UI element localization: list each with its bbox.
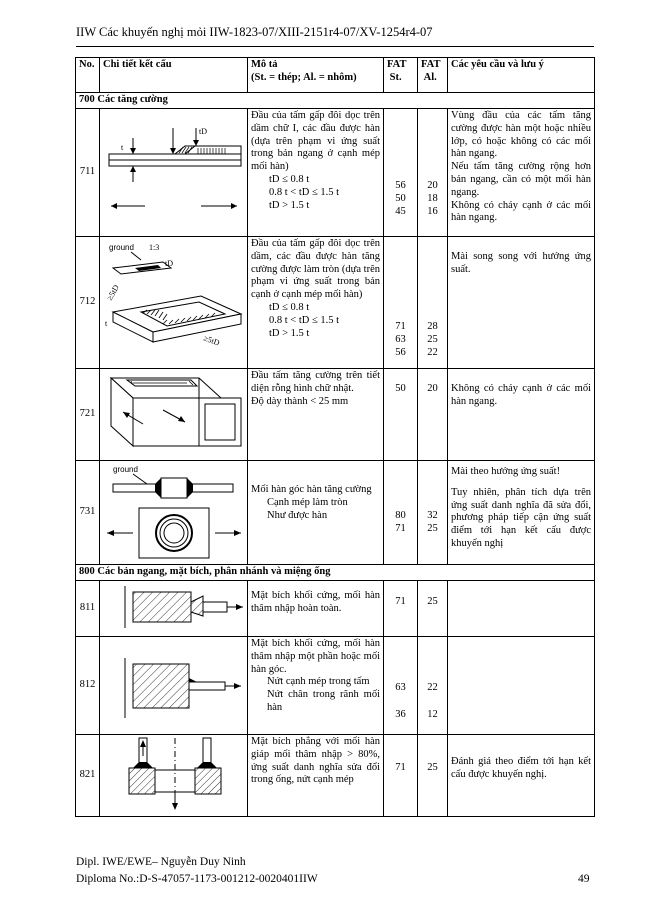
figure-711	[103, 110, 245, 230]
row-req: Không có cháy cạnh ở các mối hàn ngang.	[448, 369, 595, 461]
detail-figure	[100, 109, 248, 237]
col-detail: Chi tiết kết cấu	[100, 58, 248, 93]
row-desc: Mặt bích khối cứng, mối hàn thâm nhập một phần hoặc mối hàn góc. Nứt cạnh mép trong tấm Nứt chân trong rãnh mối hàn	[248, 637, 384, 735]
fat-table	[75, 57, 595, 817]
table-row-812	[76, 637, 595, 735]
detail-figure	[100, 735, 248, 817]
row-number: 731	[76, 461, 100, 565]
fig-label-td: tD	[165, 259, 173, 268]
table-row-721	[76, 369, 595, 461]
fat-st: 71	[384, 581, 418, 637]
fat-al: 32 25	[418, 461, 448, 565]
fig-label-t: t	[121, 143, 124, 152]
fat-st: 63 36	[384, 637, 418, 735]
row-desc: Mặt bích khối cứng, mối hàn thâm nhập hoàn toàn.	[248, 581, 384, 637]
table-row-712	[76, 237, 595, 369]
detail-figure	[100, 369, 248, 461]
footer-diploma: Diploma No.:D-S-47057-1173-001212-0020401IIW	[76, 873, 318, 885]
section-row-800: 800 Các bản ngang, mặt bích, phân nhánh và miệng ống	[76, 565, 595, 581]
row-desc: Đầu tấm tăng cường trên tiết diện rỗng hình chữ nhật. Độ dày thành < 25 mm	[248, 369, 384, 461]
detail-figure	[100, 237, 248, 369]
detail-figure	[100, 461, 248, 565]
footer-author: Dipl. IWE/EWE– Nguyễn Duy Ninh	[76, 856, 246, 868]
row-desc: Mối hàn góc hàn tăng cường Cạnh mép làm tròn Như được hàn	[248, 461, 384, 565]
col-fat-st: FAT St.	[384, 58, 418, 93]
page-header: IIW Các khuyến nghị mỏi IIW-1823-07/XIII-2151r4-07/XV-1254r4-07	[76, 25, 433, 39]
row-req: Mài song song với hướng ứng suất.	[448, 237, 595, 369]
fig-label-5td: ≥5tD	[104, 283, 121, 302]
fig-label-5td-2: ≥5tD	[202, 333, 221, 348]
fat-al: 25	[418, 581, 448, 637]
col-fat-al: FAT Al.	[418, 58, 448, 93]
fat-st: 56 50 45	[384, 109, 418, 237]
row-number: 812	[76, 637, 100, 735]
row-number: 721	[76, 369, 100, 461]
row-number: 712	[76, 237, 100, 369]
col-desc: Mô tả (St. = thép; Al. = nhôm)	[248, 58, 384, 93]
fat-al: 28 25 22	[418, 237, 448, 369]
figure-731	[103, 462, 245, 560]
row-req: Đánh giá theo điểm tới hạn kết cấu được khuyến nghị.	[448, 735, 595, 817]
page-number: 49	[578, 873, 590, 885]
table-row-811	[76, 581, 595, 637]
table-header-row	[76, 58, 595, 93]
row-req: Mài theo hướng ứng suất! Tuy nhiên, phân tích dựa trên ứng suất danh nghĩa đã sửa đổi, phương pháp tiếp cận ứng suất điểm tới hạn kết cấu được khuyến nghị	[448, 461, 595, 565]
figure-712	[103, 238, 245, 362]
detail-figure	[100, 637, 248, 735]
table-row-731	[76, 461, 595, 565]
fig-label-t: t	[105, 319, 108, 328]
row-number: 821	[76, 735, 100, 817]
row-desc: Đầu của tấm gấp đôi dọc trên dầm chữ I, các đầu được hàn (dựa trên phạm vi ứng suất trong bản ngang ở cạnh mép mối hàn) tD ≤ 0.8 t 0.8 t < tD ≤ 1.5 t tD > 1.5 t	[248, 109, 384, 237]
fig-label-slope: 1:3	[149, 243, 160, 252]
fat-st: 71 63 56	[384, 237, 418, 369]
fat-al: 20 18 16	[418, 109, 448, 237]
row-req	[448, 581, 595, 637]
fat-al: 22 12	[418, 637, 448, 735]
fat-al: 20	[418, 369, 448, 461]
row-number: 711	[76, 109, 100, 237]
detail-figure	[100, 581, 248, 637]
row-number: 811	[76, 581, 100, 637]
fat-st: 50	[384, 369, 418, 461]
table-row-821	[76, 735, 595, 817]
header-rule	[76, 46, 594, 47]
figure-721	[103, 370, 245, 456]
table-row-711	[76, 109, 595, 237]
fat-al: 25	[418, 735, 448, 817]
row-desc: Mặt bích phẳng với mối hàn giáp mối thâm nhập > 80%, ứng suất danh nghĩa sửa đổi trong ống, nứt cạnh mép	[248, 735, 384, 817]
fig-label-td: tD	[199, 127, 207, 136]
row-req: Vùng đầu của các tấm tăng cường được hàn một hoặc nhiều lớp, có hoặc không có các mối hàn ngang. Nếu tấm tăng cường rộng hơn bản ngang, cần có một mối hàn ngang. Không có cháy cạnh ở các mối hàn ngang.	[448, 109, 595, 237]
section-row-700: 700 Các tăng cường	[76, 93, 595, 109]
col-req: Các yêu cầu và lưu ý	[448, 58, 595, 93]
row-desc: Đầu của tấm gấp đôi dọc trên dầm, các đầu được hàn tăng cường được làm tròn (dựa trên phạm vi ứng suất trong bản cạnh ở cạnh mép mối hàn) tD ≤ 0.8 t 0.8 t < tD ≤ 1.5 t tD > 1.5 t	[248, 237, 384, 369]
fat-st: 71	[384, 735, 418, 817]
figure-812	[103, 638, 245, 730]
figure-821	[103, 736, 245, 812]
figure-811	[103, 582, 245, 632]
row-req	[448, 637, 595, 735]
col-no: No.	[76, 58, 100, 93]
fig-label-ground: ground	[113, 465, 138, 474]
fig-label-ground: ground	[109, 243, 134, 252]
fat-st: 80 71	[384, 461, 418, 565]
